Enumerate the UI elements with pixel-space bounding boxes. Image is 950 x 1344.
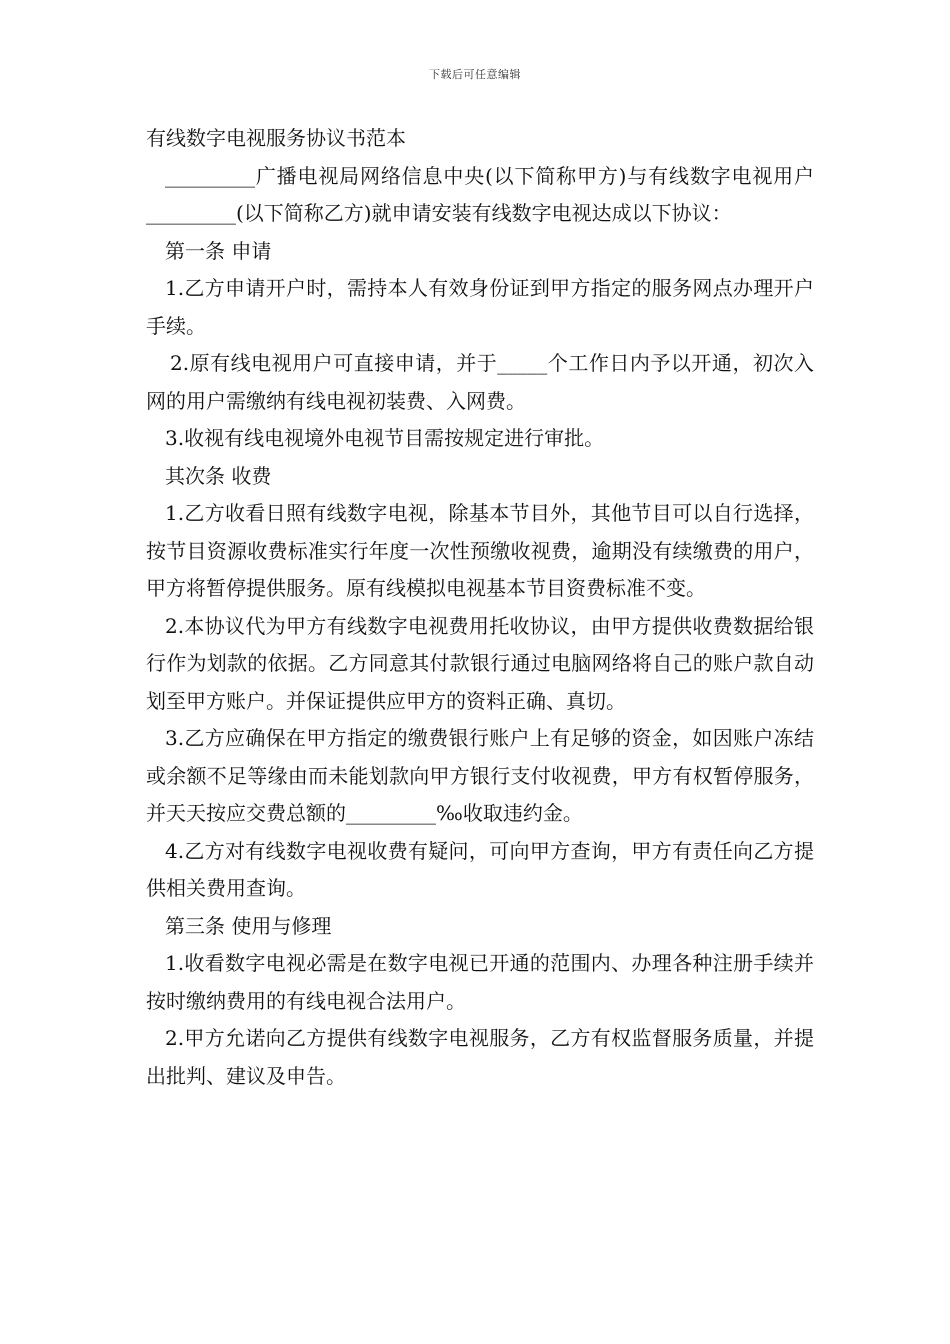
section-heading-2: 其次条 收费 bbox=[165, 463, 272, 488]
document-body bbox=[146, 120, 814, 1095]
document-title: 有线数字电视服务协议书范本 bbox=[146, 126, 406, 150]
section-heading-1: 第一条 申请 bbox=[165, 238, 272, 263]
intro-paragraph: _________广播电视局网络信息中央(以下简称甲方)与有线数字电视用户_________(以下简称乙方)就申请安装有线数字电视达成以下协议： bbox=[146, 163, 814, 225]
section-2-item-1: 1.乙方收看日照有线数字电视，除基本节目外，其他节目可以自行选择，按节目资源收费标准实行年度一次性预缴收视费，逾期没有续缴费的用户，甲方将暂停提供服务。原有线模拟电视基本节目资费标准不变。 bbox=[146, 501, 814, 600]
section-2-item-3: 3.乙方应确保在甲方指定的缴费银行账户上有足够的资金，如因账户冻结或余额不足等缘由而未能划款向甲方银行支付收视费，甲方有权暂停服务，并天天按应交费总额的_________‰收取违约金。 bbox=[146, 726, 814, 825]
section-1-item-1: 1.乙方申请开户时，需持本人有效身份证到甲方指定的服务网点办理开户手续。 bbox=[146, 276, 814, 338]
section-heading-3: 第三条 使用与修理 bbox=[165, 913, 332, 938]
page-header: 下载后可任意编辑 bbox=[429, 68, 521, 81]
section-3-item-1: 1.收看数字电视必需是在数字电视已开通的范围内、办理各种注册手续并按时缴纳费用的有线电视合法用户。 bbox=[146, 951, 814, 1013]
section-1-item-2: 2.原有线电视用户可直接申请，并于_____个工作日内予以开通，初次入网的用户需缴纳有线电视初装费、入网费。 bbox=[146, 351, 814, 413]
section-2-item-2: 2.本协议代为甲方有线数字电视费用托收协议，由甲方提供收费数据给银行作为划款的依据。乙方同意其付款银行通过电脑网络将自己的账户款自动划至甲方账户。并保证提供应甲方的资料正确、真切。 bbox=[146, 613, 814, 713]
section-1-item-3: 3.收视有线电视境外电视节目需按规定进行审批。 bbox=[165, 426, 605, 450]
section-3-item-2: 2.甲方允诺向乙方提供有线数字电视服务，乙方有权监督服务质量，并提出批判、建议及申告。 bbox=[146, 1026, 814, 1088]
section-2-item-4: 4.乙方对有线数字电视收费有疑问，可向甲方查询，甲方有责任向乙方提供相关费用查询。 bbox=[146, 838, 814, 900]
